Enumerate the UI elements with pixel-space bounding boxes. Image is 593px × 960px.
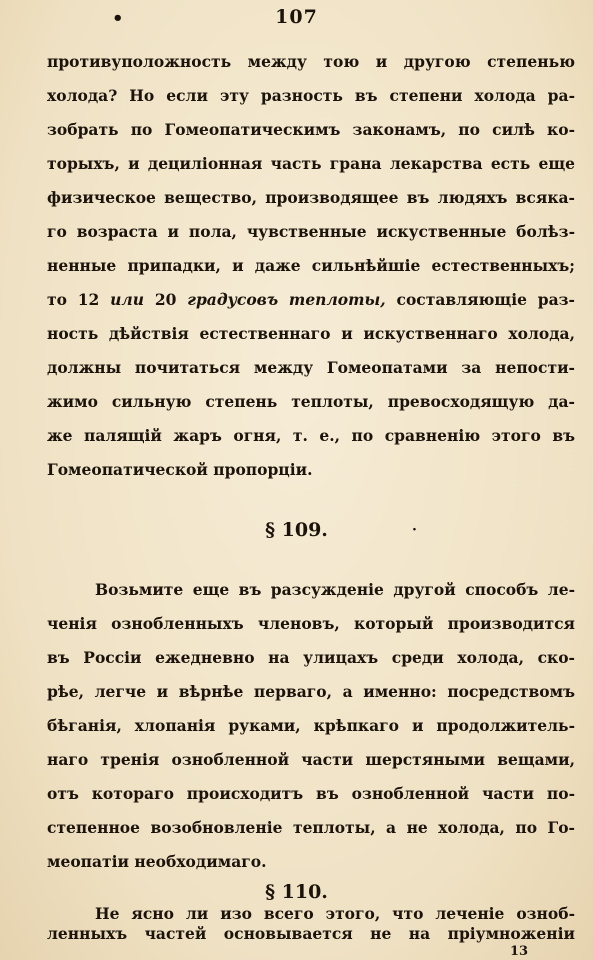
text-line: ленныхъ частей основывается не на прiумноженiи <box>47 924 575 943</box>
text-line: должны почитаться между Гомеопатами за непости- <box>47 358 575 377</box>
text-line: рѣе, легче и вѣрнѣе перваго, а именно: посредствомъ <box>47 682 575 701</box>
text-line: бѣганiя, хлопанiя руками, крѣпкаго и продолжитель- <box>47 716 575 735</box>
page-number: 107 <box>275 6 318 28</box>
text-line: ненные припадки, и даже сильнѣйшiе естественныхъ; <box>47 256 575 275</box>
text-line: наго тренiя ознобленной части шерстяными вещами, <box>47 750 575 769</box>
text-line: ность дѣйствiя естественнаго и искуственнаго холода, <box>47 324 575 343</box>
text-line: степенное возобновленiе теплоты, а не холода, по Го- <box>47 818 575 837</box>
text-line: физическое вещество, производящее въ людяхъ всяка- <box>47 188 575 207</box>
text-run: то 12 <box>47 290 111 309</box>
italic-run: градусовъ теплоты, <box>187 290 386 309</box>
text-line: въ Россiи ежедневно на улицахъ среди холода, ско- <box>47 648 575 667</box>
text-line: жимо сильную степень теплоты, превосходящую да- <box>47 392 575 411</box>
text-line: противуположность между тою и другою степенью <box>47 52 575 71</box>
text-line: го возраста и пола, чувственные искуственные болѣз- <box>47 222 575 241</box>
italic-run: или <box>110 290 145 309</box>
text-line: торыхъ, и децилiонная часть грана лекарства есть еще <box>47 154 575 173</box>
text-line: Возьмите еще въ разсужденiе другой способъ ле- <box>95 580 575 599</box>
text-line: отъ котораго происходитъ въ ознобленной части по- <box>47 784 575 803</box>
signature-mark: 13 <box>510 944 529 959</box>
text-line-with-italics <box>47 290 575 310</box>
text-line: же палящiй жаръ огня, т. е., по сравненiю этого въ <box>47 426 575 445</box>
ink-dot-right: · <box>412 522 417 538</box>
section-heading-109 <box>0 518 593 542</box>
text-line: ченiя ознобленныхъ членовъ, который производится <box>47 614 575 633</box>
text-line: зобрать по Гомеопатическимъ законамъ, по силѣ ко- <box>47 120 575 139</box>
section-heading-110 <box>0 880 593 904</box>
ink-dot-left: • <box>112 8 124 29</box>
text-line: холода? Но если эту разность въ степени холода ра- <box>47 86 575 105</box>
text-line: Не ясно ли изо всего этого, что леченiе озноб- <box>95 904 575 923</box>
text-line: меопатiи необходимаго. <box>47 852 267 871</box>
section-heading-text: § 110. <box>265 881 328 903</box>
text-run: 20 <box>144 290 188 309</box>
section-heading-text: § 109. <box>265 519 328 541</box>
text-run: составляющiе раз- <box>385 290 575 309</box>
text-line: Гомеопатической пропорцiи. <box>47 460 313 479</box>
